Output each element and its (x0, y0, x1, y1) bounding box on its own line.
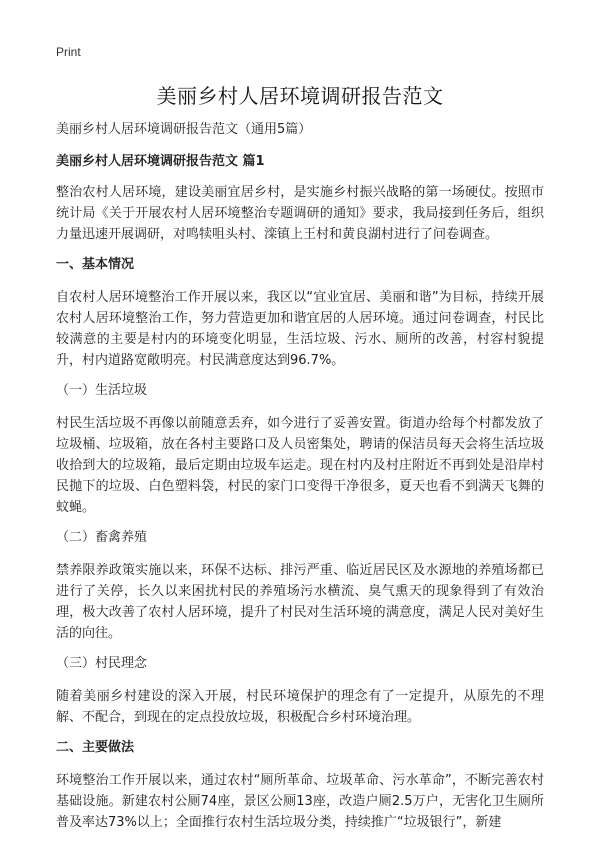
print-link[interactable]: Print (56, 45, 81, 59)
subheading-villager-concept: （三）村民理念 (56, 656, 148, 671)
paragraph-basic-situation: 自农村人居环境整治工作开展以来，我区以“宜业宜居、美丽和谐”为目标，持续开展农村人居环境整治工作，努力营造更加和谐宜居的人居环境。通过问卷调查，村民比较满意的主要是村内的环境变化明显，生活垃圾、污水、厕所的改善，村容村貌提升，村内道路宽敞明亮。村民满意度达到96.7%。 (56, 290, 544, 368)
document-content (56, 120, 544, 843)
subheading-livestock: （二）畜禽养殖 (56, 530, 148, 545)
paragraph-livestock: 禁养限养政策实施以来，环保不达标、排污严重、临近居民区及水源地的养殖场都已进行了关停，长久以来困扰村民的养殖场污水横流、臭气熏天的现象得到了有效治理，极大改善了农村人居环境，提升了村民对生活环境的满意度，满足人民对美好生活的向往。 (56, 563, 544, 641)
heading-basic-situation: 一、基本情况 (56, 257, 135, 272)
intro-paragraph: 整治农村人居环境，建设美丽宜居乡村，是实施乡村振兴战略的第一场硬仗。按照市统计局《关于开展农村人居环境整治专题调研的通知》要求，我局接到任务后，组织力量迅速开展调研，对鸣犊咀头村、滦镇上王村和黄良湖村进行了问卷调查。 (56, 185, 544, 242)
heading-main-measures: 二、主要做法 (56, 740, 135, 755)
paragraph-household-garbage: 村民生活垃圾不再像以前随意丢弃，如今进行了妥善安置。街道办给每个村都发放了垃圾桶、垃圾箱，放在各村主要路口及人员密集处，聘请的保洁员每天会将生活垃圾收拾到大的垃圾箱，最后定期由垃圾车运走。现在村内及村庄附近不再到处是沿岸村民抛下的垃圾、白色塑料袋，村民的家门口变得干净很多，夏天也看不到满天飞舞的蚊蝇。 (56, 416, 544, 515)
paragraph-main-measures: 环境整治工作开展以来，通过农村“厕所革命、垃圾革命、污水革命”，不断完善农村基础设施。新建农村公厕74座，景区公厕13座，改造户厕2.5万户，无害化卫生厕所普及率达73%以上；全面推行农村生活垃圾分类，持续推广“垃圾银行”，新建 (56, 773, 544, 830)
section-title: 美丽乡村人居环境调研报告范文 篇1 (56, 154, 265, 169)
page-title: 美丽乡村人居环境调研报告范文 (156, 84, 444, 108)
document-subtitle: 美丽乡村人居环境调研报告范文（通用5篇） (56, 122, 312, 137)
subheading-household-garbage: （一）生活垃圾 (56, 383, 148, 398)
paragraph-villager-concept: 随着美丽乡村建设的深入开展，村民环境保护的理念有了一定提升，从原先的不理解、不配合，到现在的定点投放垃圾，积极配合乡村环境治理。 (56, 689, 544, 725)
